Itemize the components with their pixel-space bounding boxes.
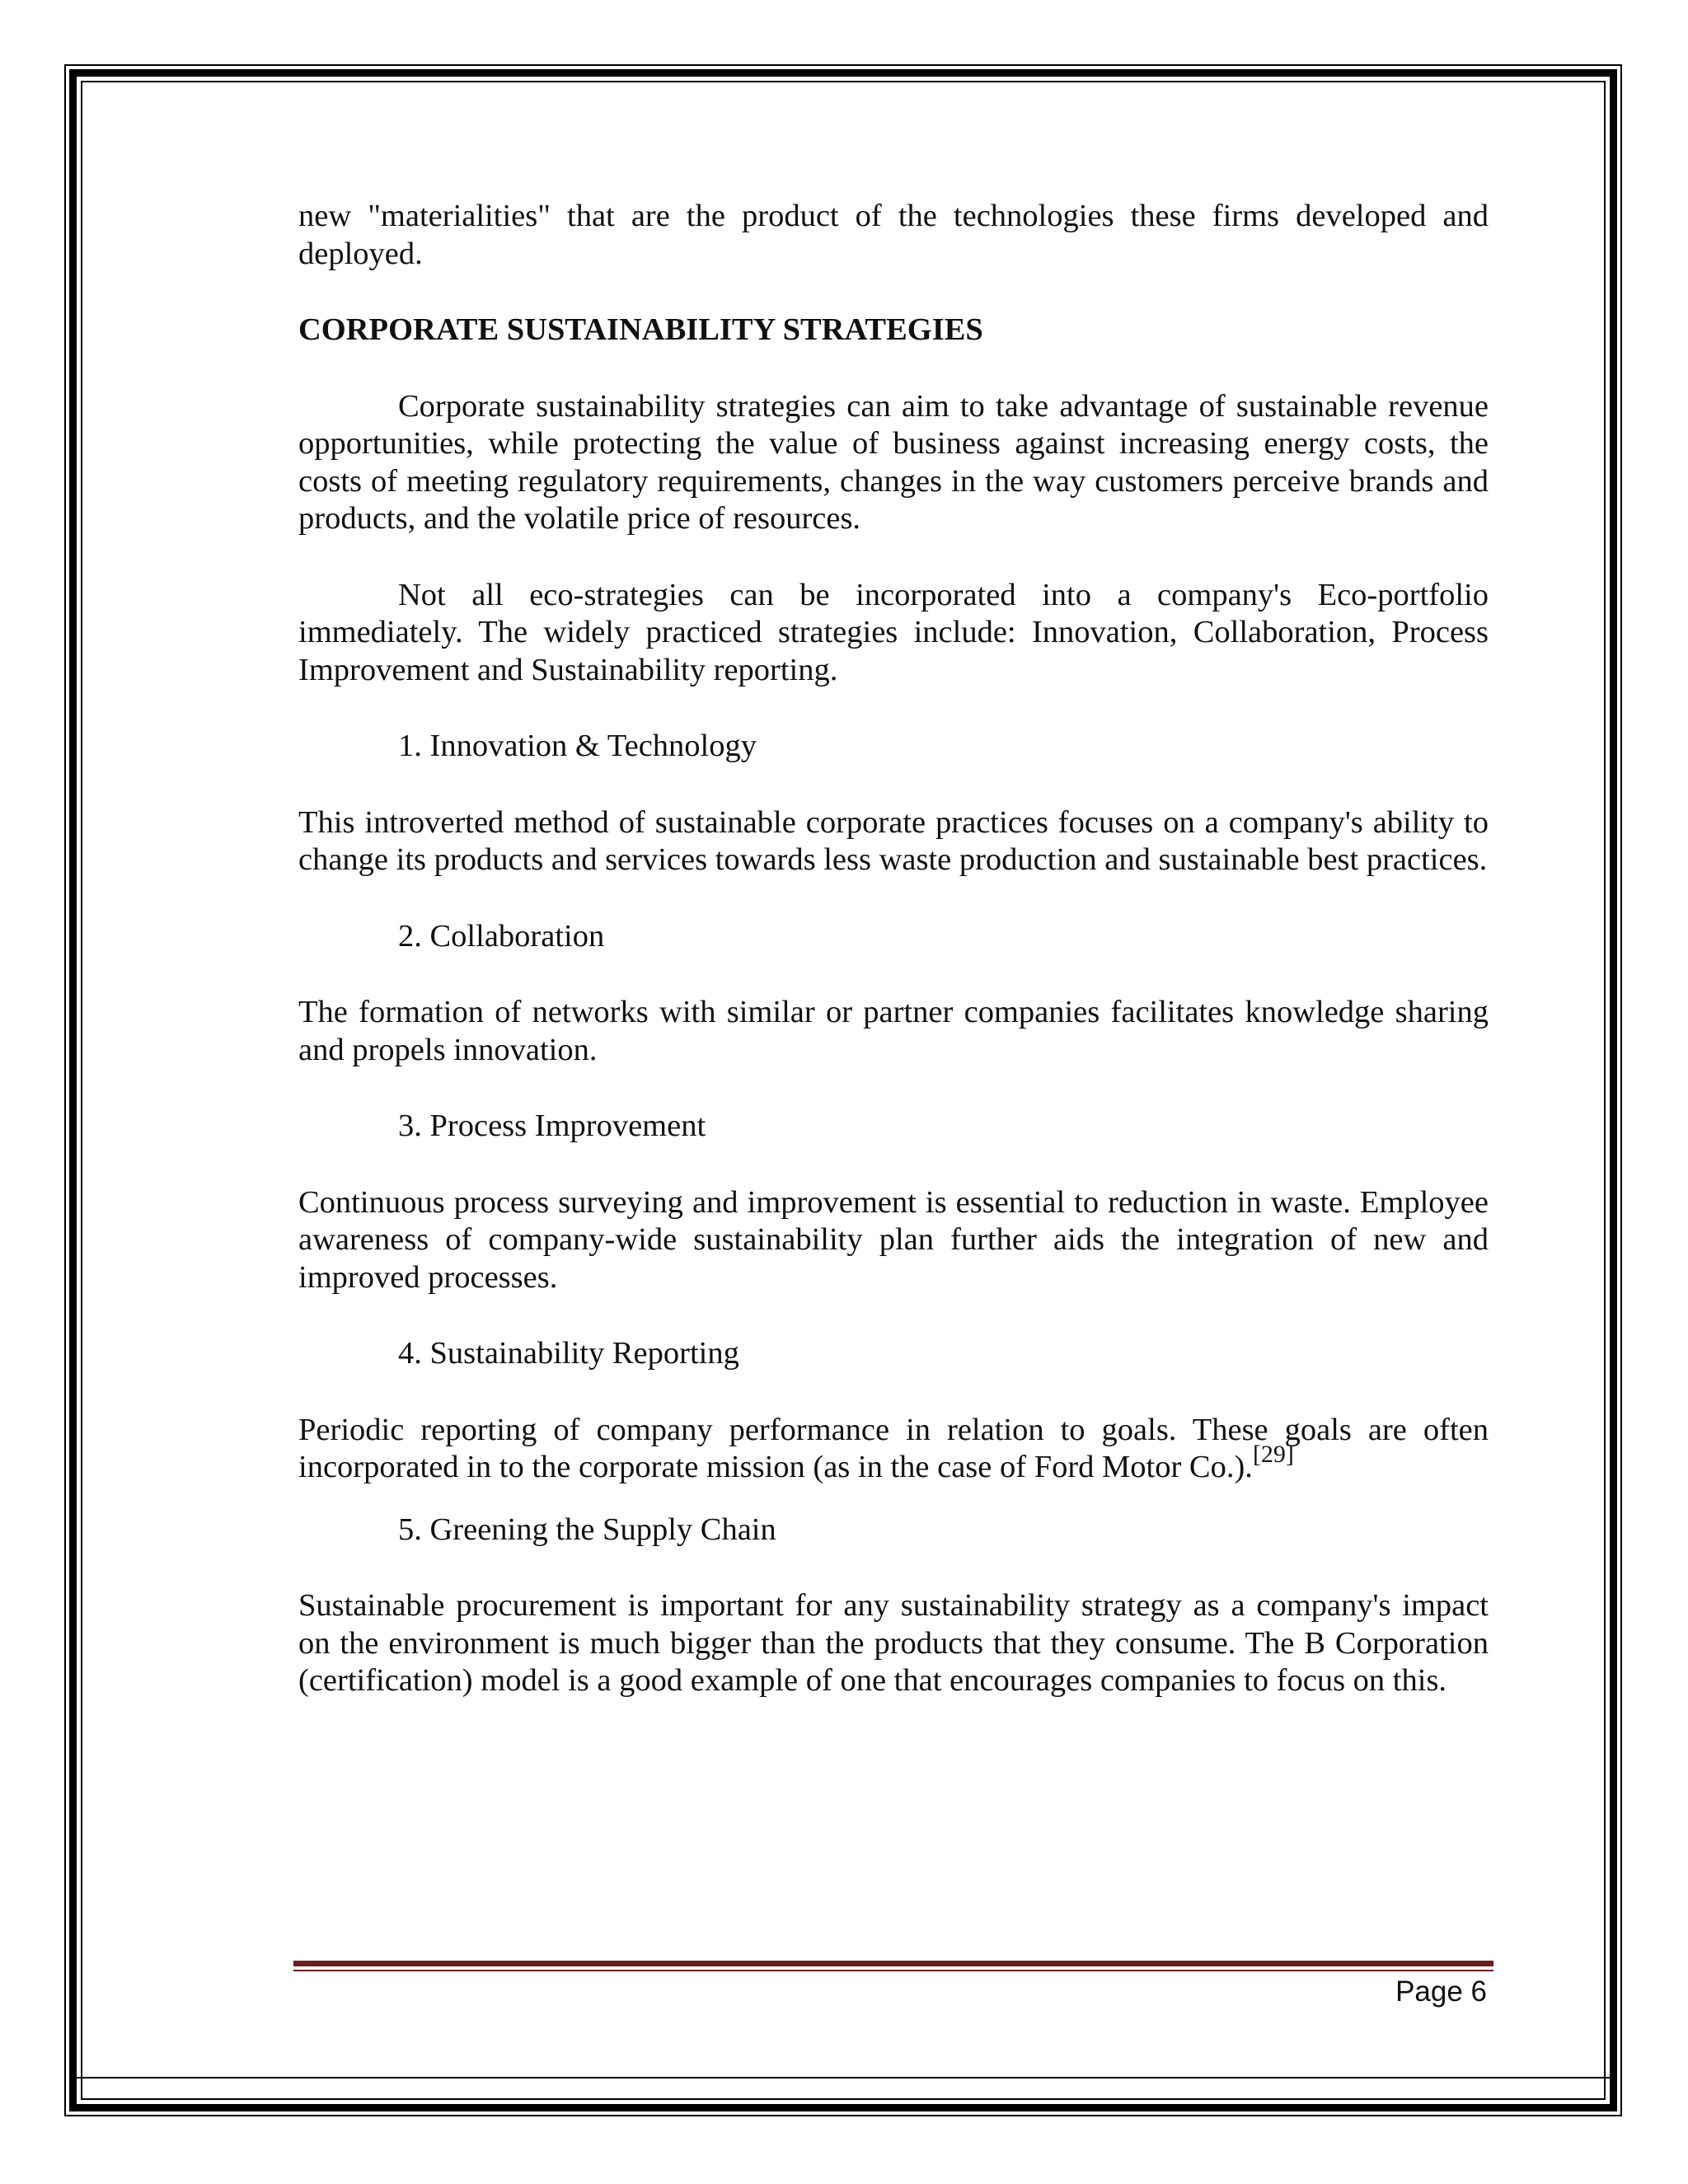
list-item-title: 2. Collaboration — [398, 918, 605, 954]
list-item-body: Sustainable procurement is important for any sustainability strategy as a company's impact on the environment is much bigger than the products that they consume. The B Corporation (certification) model is a good example of one that encourages companies to focus on this. — [298, 1588, 1489, 1698]
citation-link[interactable]: [29] — [1252, 1441, 1294, 1469]
list-item-body-with-citation — [298, 1412, 1489, 1487]
page-number: Page 6 — [1395, 1975, 1487, 2008]
list-item-title: 4. Sustainability Reporting — [398, 1336, 739, 1371]
list-item-body: The formation of networks with similar or partner companies facilitates knowledge sharing and propels innovation. — [298, 995, 1489, 1067]
page-border-bottom-rule — [69, 2077, 1617, 2079]
continuation-paragraph: new "materialities" that are the product of the technologies these firms developed and deployed. — [298, 199, 1489, 271]
intro-paragraph-1: Corporate sustainability strategies can aim to take advantage of sustainable revenue opportunities, while protecting the value of business against increasing energy costs, the costs of meeting regulatory requirements, changes in the way customers perceive brands and products, and the volatile price of resources. — [298, 388, 1489, 536]
list-item-body: This introverted method of sustainable corporate practices focuses on a company's ability to change its products and services towards less waste production and sustainable best practices. — [298, 804, 1489, 877]
list-item-title: 5. Greening the Supply Chain — [398, 1511, 776, 1547]
document-body — [298, 198, 1489, 1700]
list-item-body: Continuous process surveying and improvement is essential to reduction in waste. Employee awareness of company-wide sustainability plan further aids the integration of new and improved processes. — [298, 1184, 1489, 1295]
intro-paragraph-2: Not all eco-strategies can be incorporated into a company's Eco-portfolio immediately. The widely practiced strategies include: Innovation, Collaboration, Process Improvement and Sustainability reporting. — [298, 577, 1489, 687]
list-item-title: 1. Innovation & Technology — [398, 729, 757, 763]
list-item-title: 3. Process Improvement — [398, 1108, 706, 1143]
section-heading: CORPORATE SUSTAINABILITY STRATEGIES — [298, 312, 983, 347]
footer-rule — [293, 1961, 1493, 1966]
list-item-body: Periodic reporting of company performance in relation to goals. These goals are often incorporated in to the corporate mission (as in the case of Ford Motor Co.). — [298, 1412, 1489, 1484]
footer-rule-thin — [293, 1970, 1493, 1971]
